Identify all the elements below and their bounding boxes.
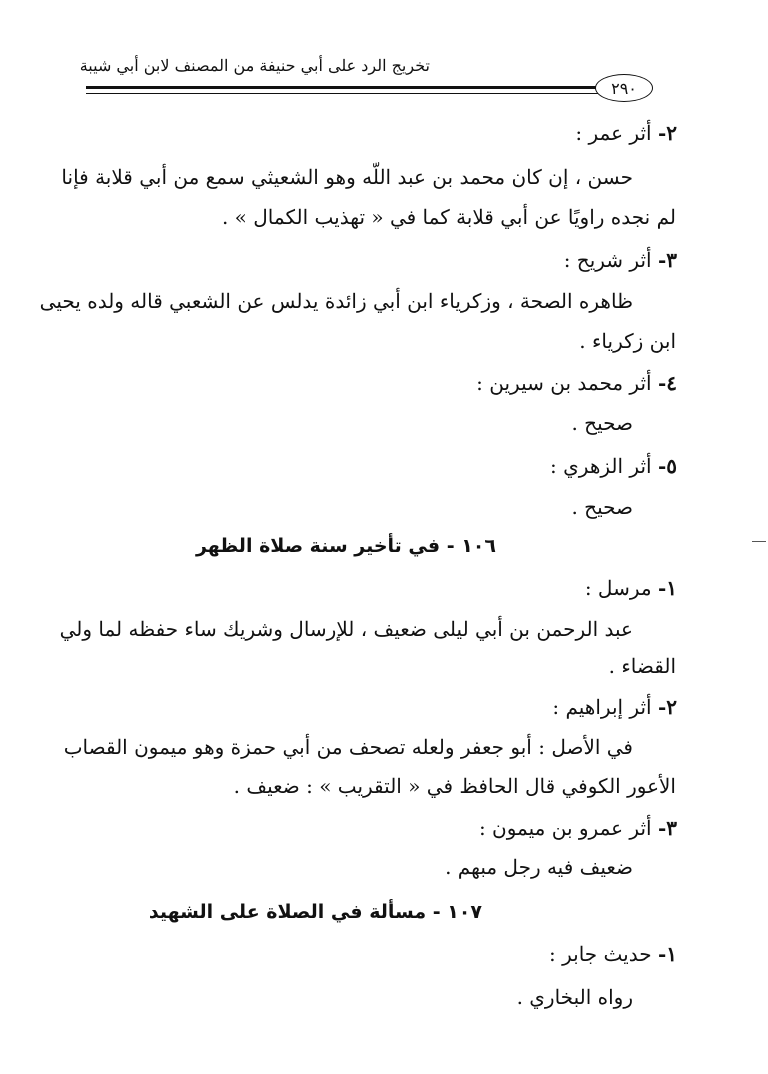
item-number: ٥- [657, 454, 677, 478]
paragraph-line: لم نجده راويًا عن أبي قلابة كما في « تهذيب الكمال » . [221, 205, 676, 229]
paragraph-line: الأعور الكوفي قال الحافظ في « التقريب » : ضعيف . [233, 774, 676, 798]
header-rule-thin [86, 93, 626, 94]
item-title: أثر عمرو بن ميمون : [478, 816, 652, 840]
paragraph-line: القضاء . [608, 654, 676, 678]
item-heading-athar-umar [575, 123, 677, 143]
item-title: أثر شريح : [563, 248, 652, 272]
item-title: أثر إبراهيم : [552, 695, 652, 719]
item-title: أثر الزهري : [550, 454, 652, 478]
item-heading-athar-ibn-sirin [476, 373, 677, 393]
paragraph-line: عبد الرحمن بن أبي ليلى ضعيف ، للإرسال وشريك ساء حفظه لما ولي [59, 617, 633, 641]
paragraph-line: ظاهره الصحة ، وزكرياء ابن أبي زائدة يدلس عن الشعبي قاله ولده يحيى [39, 289, 633, 313]
item-heading-athar-amr [479, 818, 677, 838]
running-title: تخريج الرد على أبي حنيفة من المصنف لابن أبي شيبة [79, 56, 430, 75]
paragraph-line: ابن زكرياء . [579, 329, 676, 353]
paragraph-line: في الأصل : أبو جعفر ولعله تصحف من أبي حمزة وهو ميمون القصاب [63, 735, 633, 759]
item-title: أثر محمد بن سيرين : [476, 371, 652, 395]
item-number: ٣- [657, 248, 677, 272]
paragraph-line: صحيح . [571, 411, 633, 435]
item-number: ٢- [657, 121, 677, 145]
item-title: حديث جابر : [549, 942, 652, 966]
item-number: ٤- [657, 371, 677, 395]
section-heading-107: ١٠٧ - مسألة في الصلاة على الشهيد [148, 901, 482, 923]
page-number: ٢٩٠ [595, 74, 653, 102]
paragraph-line: ضعيف فيه رجل مبهم . [445, 855, 633, 879]
item-number: ١- [657, 942, 677, 966]
item-number: ٢- [657, 695, 677, 719]
section-heading-106: ١٠٦ - في تأخير سنة صلاة الظهر [195, 535, 496, 557]
margin-mark [752, 541, 766, 542]
item-number: ١- [657, 576, 677, 600]
item-title: أثر عمر : [575, 121, 652, 145]
item-title: مرسل : [584, 576, 652, 600]
header-rule-thick [86, 86, 626, 89]
item-heading-hadith-jabir [549, 944, 677, 964]
item-heading-athar-ibrahim [552, 697, 677, 717]
item-heading-athar-shurayh [564, 250, 677, 270]
paragraph-line: صحيح . [571, 495, 633, 519]
paragraph-line: رواه البخاري . [516, 985, 633, 1009]
item-number: ٣- [657, 816, 677, 840]
paragraph-line: حسن ، إن كان محمد بن عبد اللّه وهو الشعيثي سمع من أبي قلابة فإنا [61, 165, 633, 189]
item-heading-athar-zuhri [550, 456, 677, 476]
item-heading-mursal [585, 578, 677, 598]
